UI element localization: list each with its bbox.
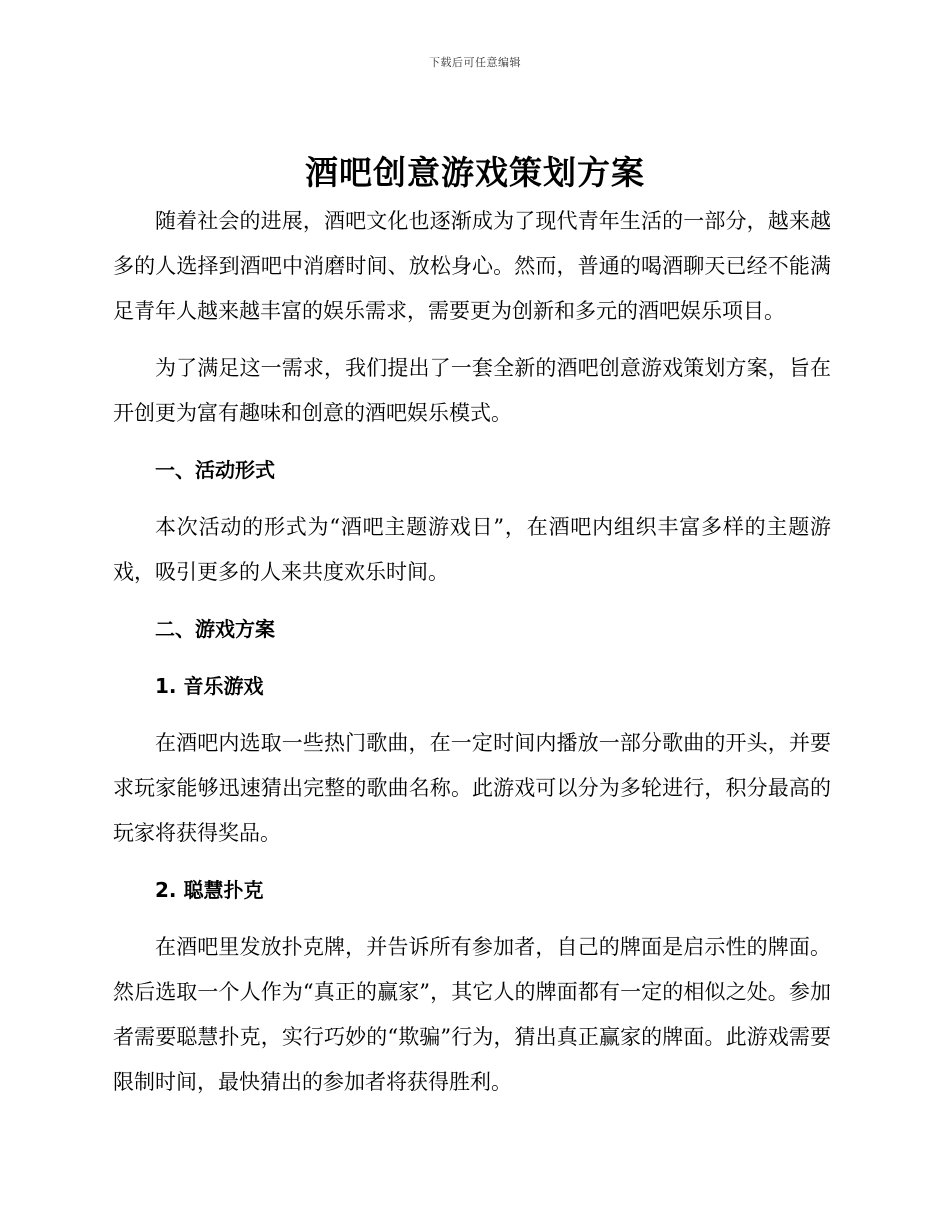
- subheading-smart-poker: 2. 聪慧扑克: [155, 878, 264, 902]
- music-game-paragraph: 在酒吧内选取一些热门歌曲，在一定时间内播放一部分歌曲的开头，并要求玩家能够迅速猜出完整的歌曲名称。此游戏可以分为多轮进行，积分最高的玩家将获得奖品。: [113, 731, 831, 845]
- intro-paragraph-1: 随着社会的进展，酒吧文化也逐渐成为了现代青年生活的一部分，越来越多的人选择到酒吧中消磨时间、放松身心。然而，普通的喝酒聊天已经不能满足青年人越来越丰富的娱乐需求，需要更为创新和多元的酒吧娱乐项目。: [113, 209, 831, 323]
- intro-paragraph-2: 为了满足这一需求，我们提出了一套全新的酒吧创意游戏策划方案，旨在开创更为富有趣味和创意的酒吧娱乐模式。: [113, 356, 831, 425]
- document-title: 酒吧创意游戏策划方案: [305, 153, 645, 192]
- header-note: 下载后可任意编辑: [429, 56, 521, 69]
- smart-poker-paragraph: 在酒吧里发放扑克牌，并告诉所有参加者，自己的牌面是启示性的牌面。然后选取一个人作为“真正的赢家”，其它人的牌面都有一定的相似之处。参加者需要聪慧扑克，实行巧妙的“欺骗”行为，猜出真正赢家的牌面。此游戏需要限制时间，最快猜出的参加者将获得胜利。: [113, 935, 831, 1094]
- activity-form-paragraph: 本次活动的形式为“酒吧主题游戏日”，在酒吧内组织丰富多样的主题游戏，吸引更多的人来共度欢乐时间。: [113, 515, 831, 584]
- subheading-music-game: 1. 音乐游戏: [155, 674, 264, 698]
- section-heading-activity-form: 一、活动形式: [155, 458, 275, 482]
- section-heading-game-plan: 二、游戏方案: [155, 617, 275, 641]
- document-body: [113, 199, 831, 1117]
